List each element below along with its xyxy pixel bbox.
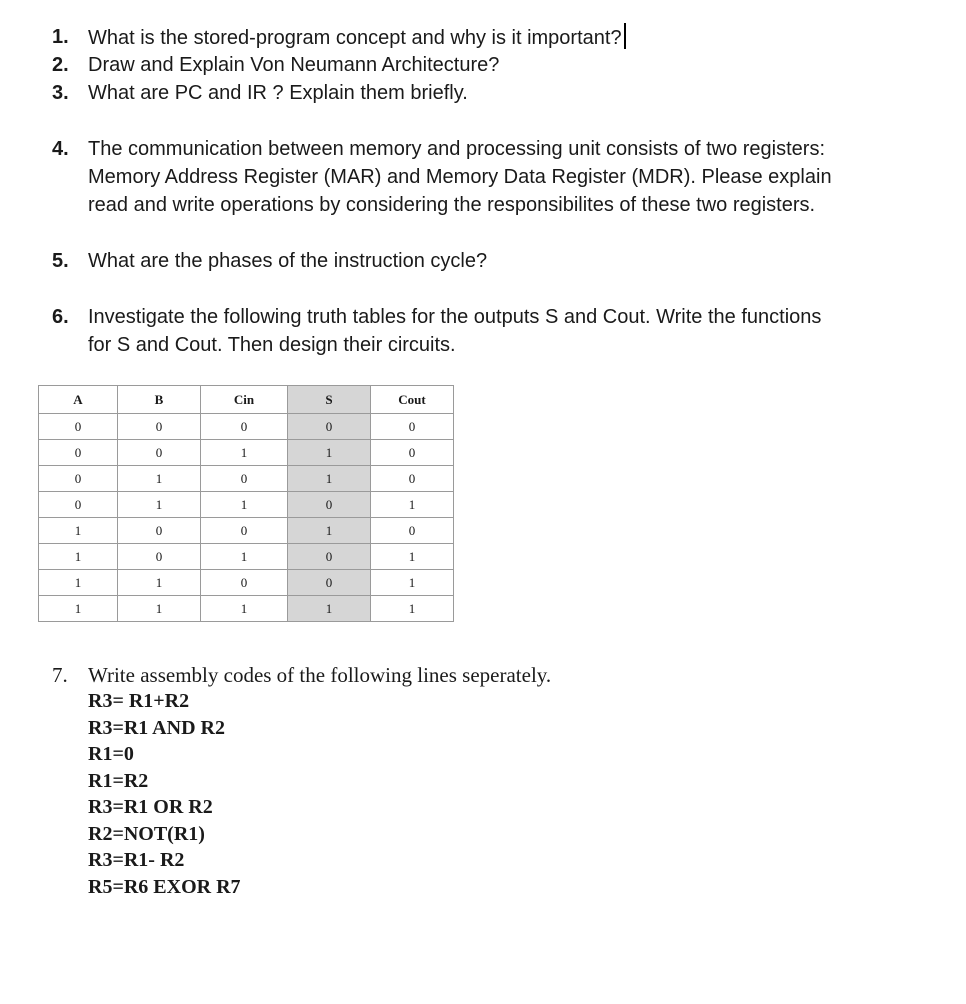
header-cin: Cin — [201, 386, 288, 414]
cell-cin: 1 — [201, 596, 288, 622]
question-text: Write assembly codes of the following lines seperately. — [88, 663, 552, 687]
question-text-line: read and write operations by considering the responsibilites of these two registers. — [88, 194, 816, 216]
cell-s: 1 — [288, 596, 371, 622]
question-text: What are PC and IR ? Explain them briefly. — [88, 82, 468, 104]
header-a: A — [39, 386, 118, 414]
question-2 — [52, 51, 499, 79]
question-text: What are the phases of the instruction cycle? — [88, 250, 488, 272]
list-item — [0, 874, 400, 901]
question-number: 6. — [52, 306, 69, 328]
cell-a: 1 — [39, 596, 118, 622]
cell-b: 1 — [118, 492, 201, 518]
table-row — [39, 544, 454, 570]
cell-cin: 0 — [201, 518, 288, 544]
cell-cout: 0 — [371, 414, 454, 440]
question-6 — [52, 303, 892, 359]
question-number: 2. — [52, 54, 69, 76]
cell-cin: 0 — [201, 414, 288, 440]
truth-table-header — [39, 386, 454, 414]
cell-cout: 0 — [371, 518, 454, 544]
cell-cin: 1 — [201, 492, 288, 518]
cell-s: 0 — [288, 544, 371, 570]
cell-cout: 1 — [371, 544, 454, 570]
list-item — [0, 715, 400, 742]
assembly-line: R3=R1 OR R2 — [88, 796, 213, 818]
table-row — [39, 570, 454, 596]
cell-b: 1 — [118, 596, 201, 622]
cell-cout: 1 — [371, 570, 454, 596]
list-item — [0, 821, 400, 848]
question-number: 3. — [52, 82, 69, 104]
table-row — [39, 518, 454, 544]
question-4 — [52, 135, 892, 219]
list-item — [0, 741, 400, 768]
cell-s: 1 — [288, 518, 371, 544]
question-3 — [52, 79, 468, 107]
question-text-line: Memory Address Register (MAR) and Memory Data Register (MDR). Please explain — [88, 166, 832, 188]
cell-b: 0 — [118, 544, 201, 570]
question-text-line: The communication between memory and processing unit consists of two registers: — [88, 138, 826, 160]
assembly-line: R3= R1+R2 — [88, 690, 190, 712]
cell-b: 0 — [118, 414, 201, 440]
table-row — [39, 466, 454, 492]
cell-s: 0 — [288, 414, 371, 440]
cell-b: 1 — [118, 466, 201, 492]
table-row — [39, 414, 454, 440]
cell-s: 1 — [288, 466, 371, 492]
question-text-line: for S and Cout. Then design their circuits. — [88, 334, 456, 356]
cell-s: 0 — [288, 492, 371, 518]
cell-b: 0 — [118, 518, 201, 544]
assembly-line: R2=NOT(R1) — [88, 822, 205, 845]
cell-a: 0 — [39, 414, 118, 440]
table-row — [39, 596, 454, 622]
text-cursor — [624, 23, 626, 49]
cell-a: 0 — [39, 492, 118, 518]
cell-b: 0 — [118, 440, 201, 466]
assembly-line: R1=R2 — [88, 769, 149, 792]
cell-a: 0 — [39, 440, 118, 466]
assembly-line: R5=R6 EXOR R7 — [88, 875, 241, 898]
cell-s: 0 — [288, 570, 371, 596]
cell-a: 1 — [39, 570, 118, 596]
truth-table — [38, 385, 454, 622]
header-b: B — [118, 386, 201, 414]
cell-cin: 1 — [201, 544, 288, 570]
question-1 — [52, 23, 626, 52]
assembly-list — [0, 688, 400, 900]
table-row — [39, 492, 454, 518]
cell-cout: 0 — [371, 466, 454, 492]
question-number: 4. — [52, 138, 69, 160]
question-text-line: Investigate the following truth tables for the outputs S and Cout. Write the functions — [88, 306, 822, 328]
list-item — [0, 794, 400, 821]
list-item — [0, 768, 400, 795]
cell-cin: 1 — [201, 440, 288, 466]
assembly-line: R1=0 — [88, 743, 134, 765]
question-number: 1. — [52, 26, 69, 48]
question-5 — [52, 247, 487, 275]
cell-a: 1 — [39, 518, 118, 544]
cell-cout: 1 — [371, 596, 454, 622]
cell-cout: 0 — [371, 440, 454, 466]
list-item — [0, 688, 400, 715]
question-number: 7. — [52, 663, 68, 687]
assembly-line: R3=R1 AND R2 — [88, 716, 225, 739]
question-7 — [52, 662, 551, 688]
table-row — [39, 440, 454, 466]
cell-s: 1 — [288, 440, 371, 466]
header-cout: Cout — [371, 386, 454, 414]
cell-cin: 0 — [201, 570, 288, 596]
cell-cin: 0 — [201, 466, 288, 492]
assembly-line: R3=R1- R2 — [88, 849, 185, 871]
question-text[interactable]: What is the stored-program concept and why is it important? — [88, 23, 626, 52]
cell-cout: 1 — [371, 492, 454, 518]
cell-a: 0 — [39, 466, 118, 492]
question-number: 5. — [52, 250, 69, 272]
cell-a: 1 — [39, 544, 118, 570]
header-s: S — [288, 386, 371, 414]
cell-b: 1 — [118, 570, 201, 596]
question-text: Draw and Explain Von Neumann Architecture? — [88, 54, 500, 76]
list-item — [0, 847, 400, 874]
